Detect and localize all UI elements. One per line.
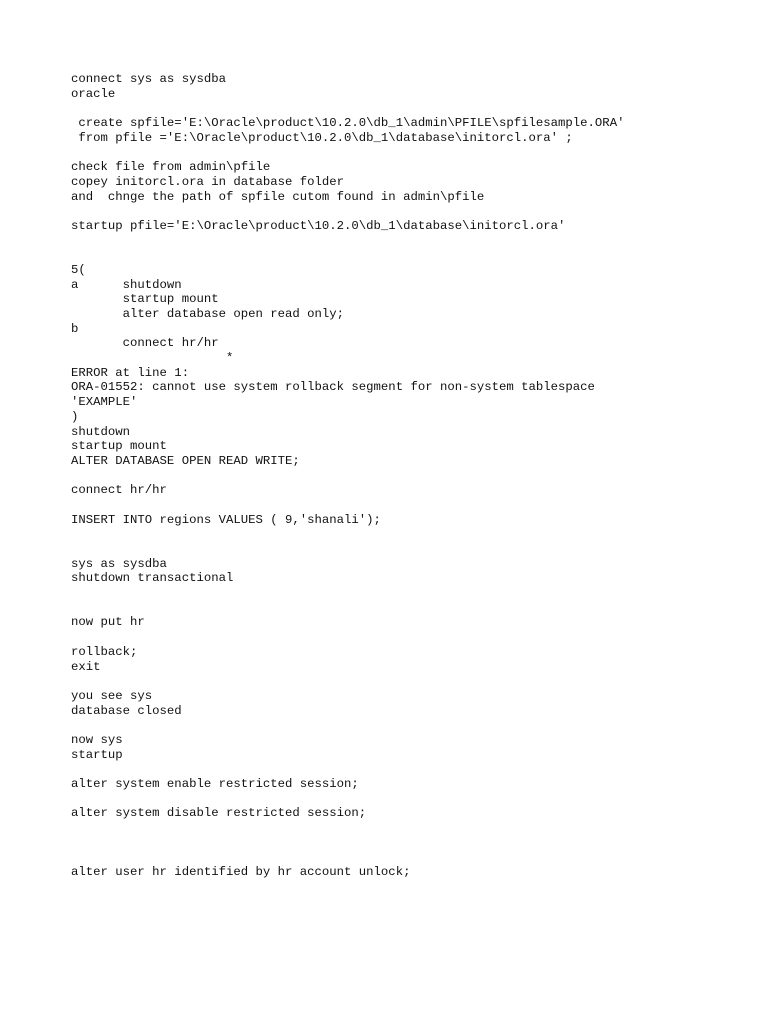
- document-line: [71, 674, 751, 689]
- document-line: *: [71, 351, 234, 366]
- document-line: startup pfile='E:\Oracle\product\10.2.0\db_1\database\initorcl.ora': [71, 218, 566, 233]
- document-line: connect hr/hr: [71, 336, 219, 351]
- document-line: alter system enable restricted session;: [71, 777, 359, 791]
- document-line: exit: [71, 659, 101, 674]
- document-line: [71, 601, 751, 616]
- document-line: b: [71, 321, 79, 336]
- document-line: check file from admin\pfile: [71, 160, 271, 175]
- document-line: copey initorcl.ora in database folder: [71, 174, 345, 189]
- document-line: [71, 469, 751, 484]
- document-line: shutdown: [71, 424, 131, 439]
- document-line: database closed: [71, 703, 182, 718]
- document-line: now sys: [71, 732, 123, 747]
- document-line: alter database open read only;: [71, 307, 345, 321]
- document-line: startup: [71, 747, 123, 762]
- document-line: [71, 762, 751, 777]
- document-line: 5(: [71, 262, 86, 277]
- document-text: [71, 72, 751, 880]
- document-line: 'EXAMPLE': [71, 395, 138, 410]
- document-line: [71, 145, 751, 160]
- document-line: sys as sysdba: [71, 556, 167, 571]
- document-line: and chnge the path of spfile cutom found in admin\pfile: [71, 189, 485, 204]
- document-line: INSERT INTO regions VALUES ( 9,'shanali');: [71, 512, 381, 527]
- document-line: rollback;: [71, 644, 138, 659]
- document-line: ): [71, 409, 79, 424]
- document-line: ALTER DATABASE OPEN READ WRITE;: [71, 453, 300, 468]
- document-line: you see sys: [71, 688, 153, 703]
- document-line: [71, 586, 751, 601]
- document-line: [71, 630, 751, 645]
- document-line: ORA-01552: cannot use system rollback segment for non-system tablespace: [71, 380, 595, 395]
- document-line: a shutdown: [71, 277, 182, 292]
- document-line: alter system disable restricted session;: [71, 806, 367, 821]
- document-line: connect hr/hr: [71, 483, 167, 498]
- document-line: [71, 718, 751, 733]
- document-line: [71, 527, 751, 542]
- document-line: [71, 248, 751, 263]
- document-line: [71, 821, 751, 836]
- document-line: startup mount: [71, 439, 167, 454]
- document-line: [71, 542, 751, 557]
- document-line: [71, 792, 751, 807]
- document-line: [71, 836, 751, 851]
- document-line: [71, 850, 751, 865]
- document-line: oracle: [71, 86, 116, 101]
- document-line: from pfile ='E:\Oracle\product\10.2.0\db_1\database\initorcl.ora' ;: [71, 130, 573, 145]
- document-line: [71, 234, 751, 249]
- document-line: ERROR at line 1:: [71, 365, 190, 380]
- document-line: alter user hr identified by hr account unlock;: [71, 865, 411, 880]
- document-line: connect sys as sysdba: [71, 72, 226, 86]
- document-line: shutdown transactional: [71, 571, 234, 586]
- document-line: [71, 204, 751, 219]
- document-line: create spfile='E:\Oracle\product\10.2.0\db_1\admin\PFILE\spfilesample.ORA': [71, 116, 625, 131]
- document-line: startup mount: [71, 292, 219, 307]
- document-line: [71, 101, 751, 116]
- document-line: [71, 498, 751, 513]
- document-line: now put hr: [71, 615, 145, 630]
